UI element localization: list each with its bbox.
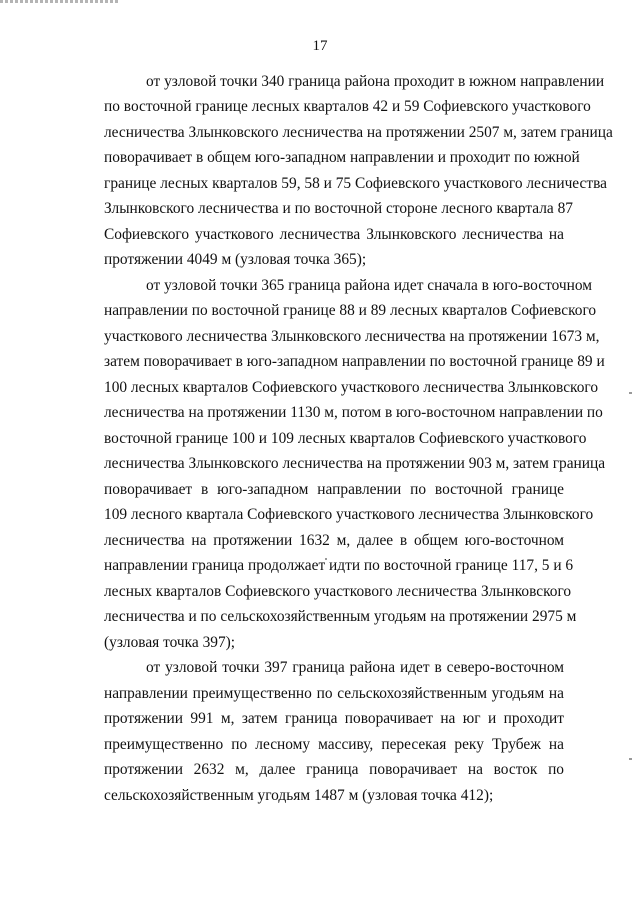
scan-edge-mark <box>0 0 118 3</box>
text-line: протяжении 2632 м, далее граница поворачивает на восток по <box>104 761 564 778</box>
text-line: направлении граница продолжает идти по восточной границе 117, 5 и 6 <box>104 557 574 574</box>
text-line: лесничества Злынковского лесничества на протяжении 903 м, затем граница <box>104 455 606 472</box>
text-line: границе лесных кварталов 59, 58 и 75 Софиевского участкового лесничества <box>104 175 607 192</box>
text-line: протяжении 4049 м (узловая точка 365); <box>104 251 367 268</box>
text-line: лесничества на протяжении 1632 м, далее в общем юго-восточном <box>104 532 564 549</box>
text-line: 100 лесных кварталов Софиевского участкового лесничества Злынковского <box>104 379 599 396</box>
text-line: по восточной границе лесных кварталов 42 и 59 Софиевского участкового <box>104 98 591 115</box>
text-line: (узловая точка 397); <box>104 634 236 651</box>
text-line: лесничества на протяжении 1130 м, потом в юго-восточном направлении по <box>104 404 603 421</box>
text-line: направлении по восточной границе 88 и 89 лесных кварталов Софиевского <box>104 302 597 319</box>
scan-edge-mark <box>629 758 632 760</box>
text-line: преимущественно по лесному массиву, пересекая реку Трубеж на <box>104 736 564 753</box>
text-line: направлении преимущественно по сельскохозяйственным угодьям на <box>104 685 564 702</box>
text-line: участкового лесничества Злынковского лесничества на протяжении 1673 м, <box>104 328 600 345</box>
text-line: лесничества и по сельскохозяйственным угодьям на протяжении 2975 м <box>104 608 577 625</box>
text-line: от узловой точки 365 граница района идет сначала в юго-восточном <box>146 277 593 294</box>
text-line: от узловой точки 340 граница района проходит в южном направлении <box>146 73 605 90</box>
text-line: сельскохозяйственным угодьям 1487 м (узловая точка 412); <box>104 787 494 804</box>
text-line: восточной границе 100 и 109 лесных кварталов Софиевского участкового <box>104 430 587 447</box>
text-line: затем поворачивает в юго-западном направлении по восточной границе 89 и <box>104 353 605 370</box>
text-line: от узловой точки 397 граница района идет в северо-восточном <box>146 659 564 676</box>
text-line: Софиевского участкового лесничества Злынковского лесничества на <box>104 226 564 243</box>
page-number: 17 <box>312 38 328 54</box>
text-line: поворачивает в юго-западном направлении по восточной границе <box>104 481 564 498</box>
text-line: лесных кварталов Софиевского участкового лесничества Злынковского <box>104 583 572 600</box>
text-line: лесничества Злынковского лесничества на протяжении 2507 м, затем граница <box>104 124 613 141</box>
scan-edge-mark <box>629 392 632 394</box>
text-line: поворачивает в общем юго-западном направлении и проходит по южной <box>104 149 580 166</box>
text-line: протяжении 991 м, затем граница поворачивает на юг и проходит <box>104 710 564 727</box>
text-line: 109 лесного квартала Софиевского участкового лесничества Злынковского <box>104 506 594 523</box>
text-line: Злынковского лесничества и по восточной стороне лесного квартала 87 <box>104 200 573 217</box>
